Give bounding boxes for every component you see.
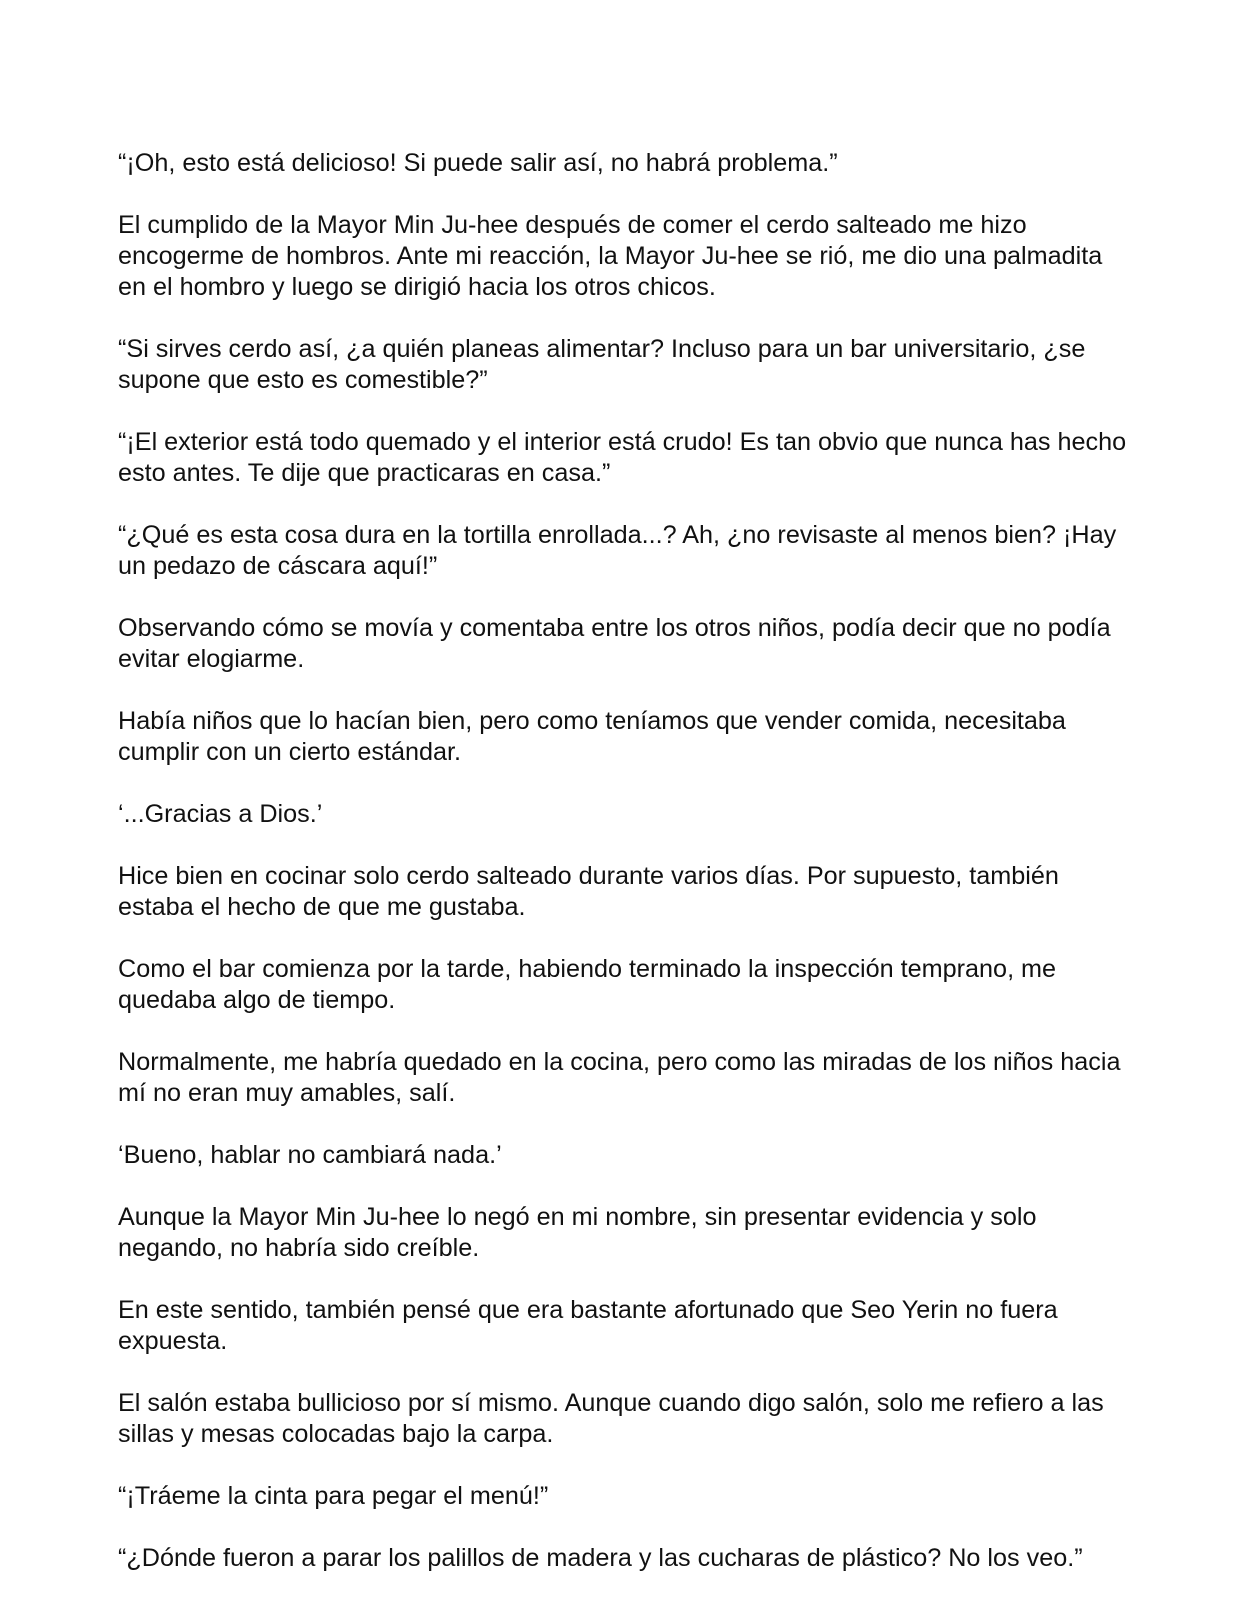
- paragraph-7: Había niños que lo hacían bien, pero como teníamos que vender comida, necesitaba cumplir con un cierto estándar.: [118, 707, 1066, 766]
- paragraph-9: Hice bien en cocinar solo cerdo salteado durante varios días. Por supuesto, también estaba el hecho de que me gustaba.: [118, 862, 1059, 921]
- paragraph-12: ‘Bueno, hablar no cambiará nada.’: [118, 1141, 502, 1169]
- paragraph-8: ‘...Gracias a Dios.’: [118, 800, 323, 828]
- paragraph-4: “¡El exterior está todo quemado y el interior está crudo! Es tan obvio que nunca has hecho esto antes. Te dije que practicaras en casa.”: [118, 428, 1127, 487]
- paragraph-6: Observando cómo se movía y comentaba entre los otros niños, podía decir que no podía evitar elogiarme.: [118, 614, 1111, 673]
- paragraph-5: “¿Qué es esta cosa dura en la tortilla enrollada...? Ah, ¿no revisaste al menos bien? ¡Hay un pedazo de cáscara aquí!”: [118, 521, 1117, 580]
- paragraph-2: El cumplido de la Mayor Min Ju-hee después de comer el cerdo salteado me hizo encogerme de hombros. Ante mi reacción, la Mayor Ju-hee se rió, me dio una palmadita en el hombro y luego se dirigió hacia los otros chicos.: [118, 211, 1103, 301]
- paragraph-14: En este sentido, también pensé que era bastante afortunado que Seo Yerin no fuera expuesta.: [118, 1296, 1058, 1355]
- paragraph-1: “¡Oh, esto está delicioso! Si puede salir así, no habrá problema.”: [118, 149, 838, 177]
- paragraph-13: Aunque la Mayor Min Ju-hee lo negó en mi nombre, sin presentar evidencia y solo negando, no habría sido creíble.: [118, 1203, 1037, 1262]
- paragraph-11: Normalmente, me habría quedado en la cocina, pero como las miradas de los niños hacia mí no eran muy amables, salí.: [118, 1048, 1121, 1107]
- paragraph-15: El salón estaba bullicioso por sí mismo. Aunque cuando digo salón, solo me refiero a las sillas y mesas colocadas bajo la carpa.: [118, 1389, 1104, 1448]
- document-body: [118, 148, 1128, 1605]
- paragraph-10: Como el bar comienza por la tarde, habiendo terminado la inspección temprano, me quedaba algo de tiempo.: [118, 955, 1057, 1014]
- paragraph-16: “¡Tráeme la cinta para pegar el menú!”: [118, 1482, 549, 1510]
- paragraph-17: “¿Dónde fueron a parar los palillos de madera y las cucharas de plástico? No los veo.”: [118, 1544, 1083, 1572]
- paragraph-3: “Si sirves cerdo así, ¿a quién planeas alimentar? Incluso para un bar universitario, ¿se supone que esto es comestible?”: [118, 335, 1086, 394]
